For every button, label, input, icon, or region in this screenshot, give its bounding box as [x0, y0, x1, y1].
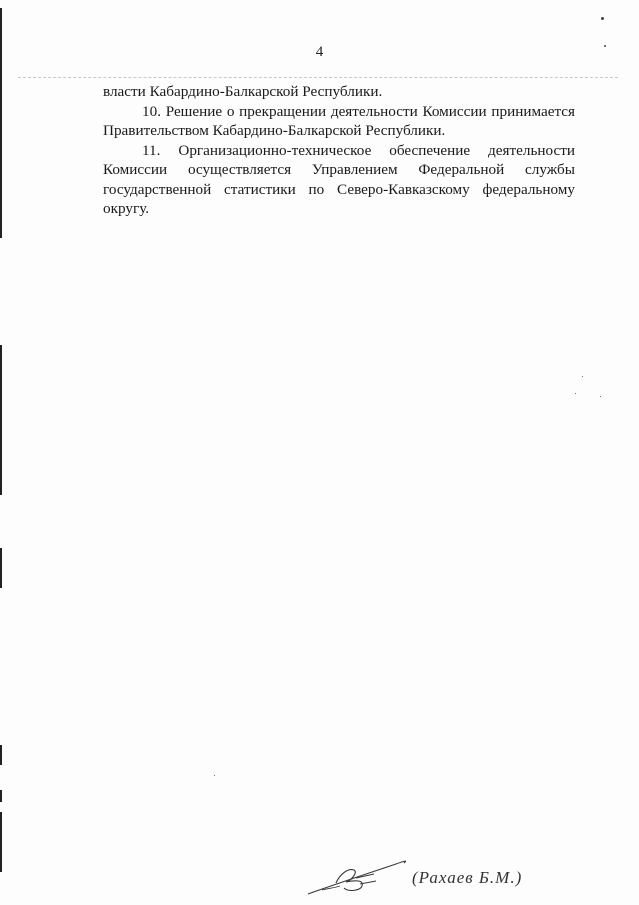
scan-speck: [604, 45, 606, 47]
scan-speck: [575, 393, 576, 394]
signature-block: [300, 850, 540, 900]
scan-speck: [600, 396, 601, 397]
scan-edge-artifact: [0, 0, 2, 905]
document-body: [103, 82, 575, 219]
paragraph-11: 11. Организационно-техническое обеспечение деятельности Комиссии осуществляется Управлением Федеральной службы государственной статистики по Северо-Кавказскому федеральному округу.: [103, 141, 575, 217]
signature-scribble: [300, 850, 410, 900]
paragraph-continuation: власти Кабардино-Балкарской Республики.: [103, 83, 383, 100]
scan-speck: [601, 17, 604, 20]
paragraph-10: 10. Решение о прекращении деятельности Комиссии принимается Правительством Кабардино-Балкарской Республики.: [103, 102, 575, 139]
handwritten-name: (Рахаев Б.М.): [412, 868, 523, 887]
page-number: 4: [315, 44, 324, 60]
scan-speck: [582, 376, 583, 377]
scan-fold-line: [18, 77, 618, 79]
scan-speck: [214, 775, 215, 776]
